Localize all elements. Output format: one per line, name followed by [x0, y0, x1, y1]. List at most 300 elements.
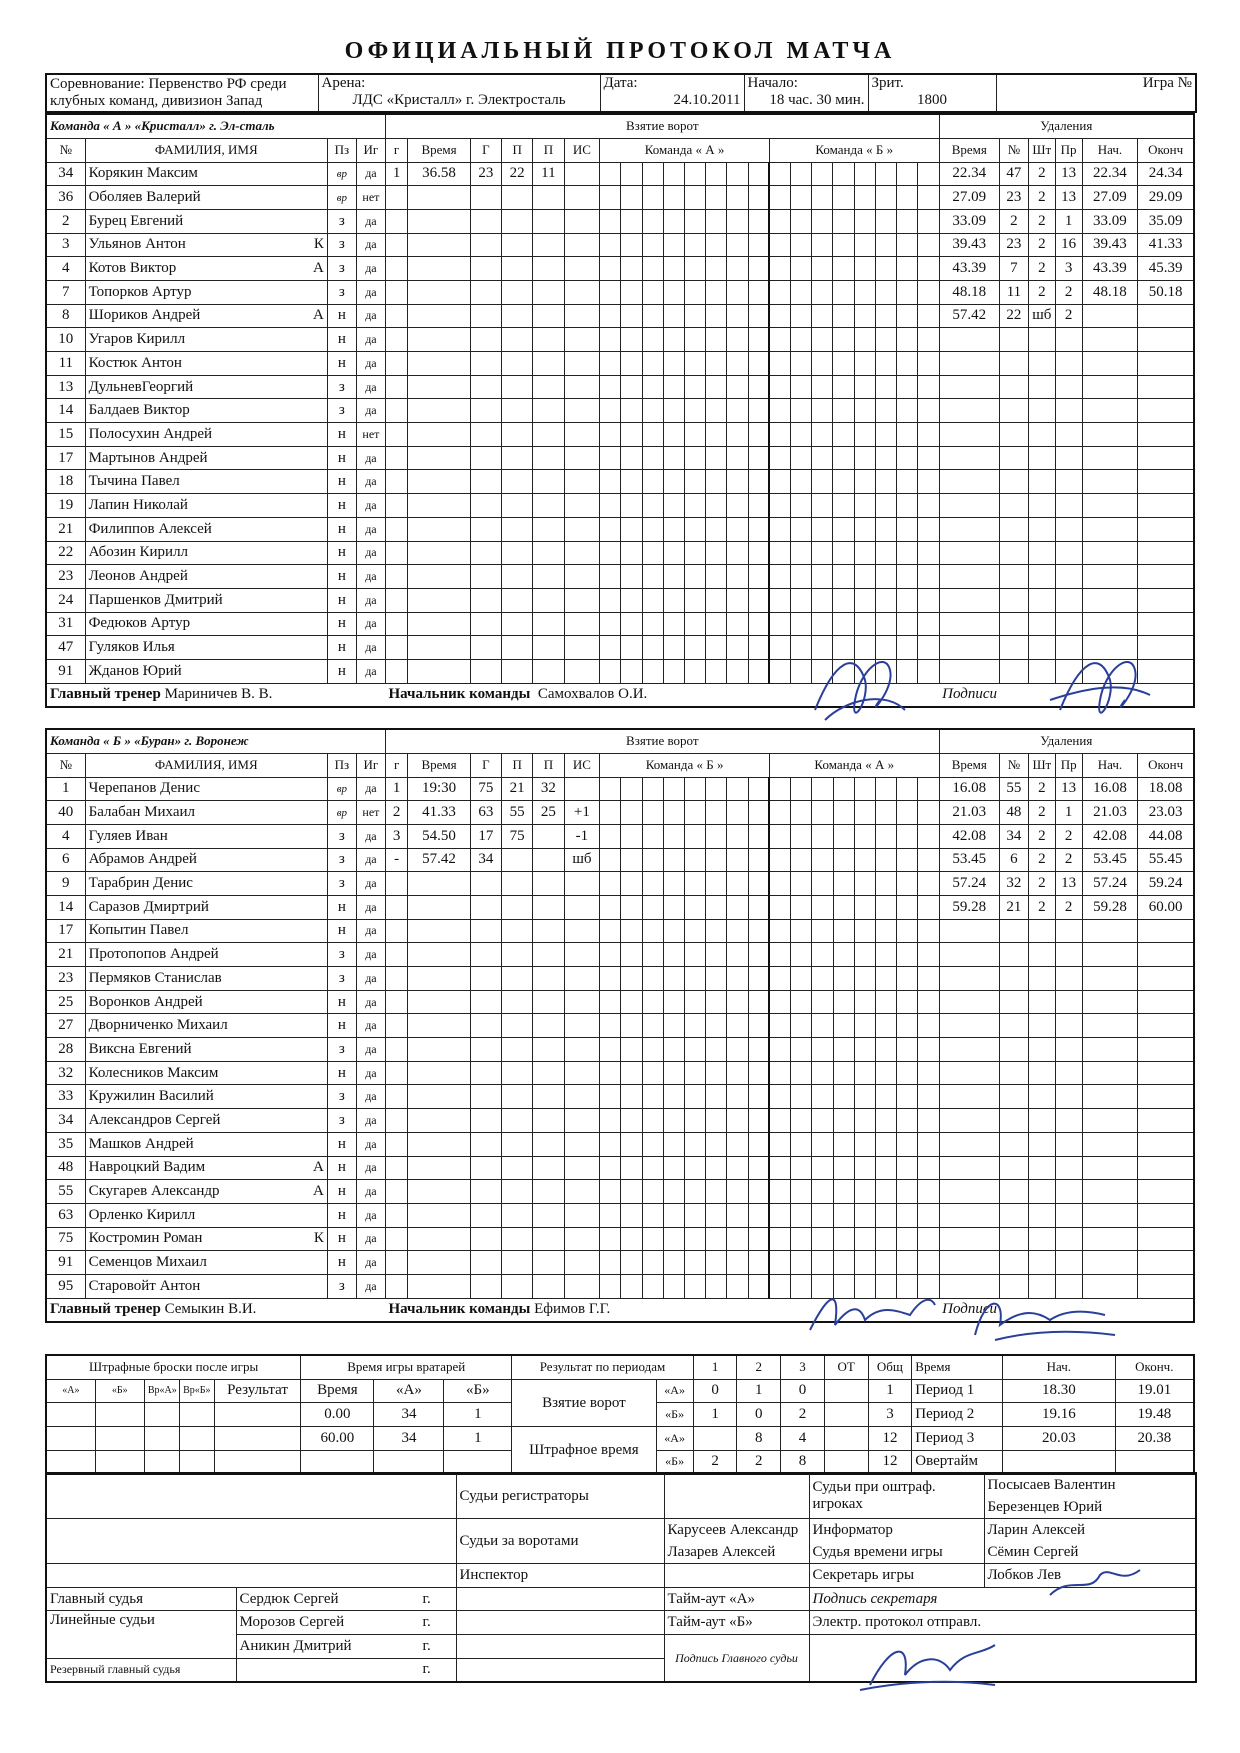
player-position: з: [327, 824, 356, 848]
goal-grid-cell: [706, 280, 727, 304]
goal-grid-cell: [663, 824, 684, 848]
player-number: 95: [46, 1274, 85, 1298]
goal-g: [470, 423, 501, 447]
player-position: з: [327, 233, 356, 257]
goal-is: [564, 257, 600, 281]
penalty-p: 16: [1055, 233, 1082, 257]
goal-p2: [533, 1014, 564, 1038]
goal-grid-cell: [769, 824, 790, 848]
goal-g: [470, 1180, 501, 1204]
goal-g: [385, 1274, 407, 1298]
goal-grid-cell: [875, 848, 896, 872]
goal-grid-cell: [685, 872, 706, 896]
penalty-box-ref-1: Посысаев Валентин: [987, 1477, 1116, 1493]
goal-grid-cell: [685, 233, 706, 257]
goal-grid-cell: [642, 517, 663, 541]
penalty-en: 29.09: [1138, 186, 1194, 210]
penalty-s: 2: [1028, 895, 1055, 919]
goal-grid-cell: [791, 1014, 812, 1038]
goal-grid-cell: [875, 494, 896, 518]
penalty-en: [1138, 517, 1194, 541]
player-row: [46, 280, 1194, 304]
player-played: да: [356, 565, 385, 589]
goal-p1: [502, 636, 533, 660]
penalty-n: [999, 612, 1028, 636]
line-refs-label: Линейные судьи: [46, 1611, 236, 1658]
goal-grid-cell: [706, 943, 727, 967]
player-played: да: [356, 1274, 385, 1298]
goal-grid-cell: [727, 1109, 748, 1133]
goal-grid-cell: [621, 1038, 642, 1062]
goal-p1: [502, 872, 533, 896]
goal-grid-cell: [663, 801, 684, 825]
player-name-text: Жданов Юрий: [88, 662, 182, 679]
goal-grid-cell: [769, 1132, 790, 1156]
player-name: [85, 1156, 327, 1180]
goal-grid-cell: [748, 257, 769, 281]
goal-grid-cell: [897, 209, 918, 233]
player-name: [85, 280, 327, 304]
penalty-st: [1082, 1109, 1138, 1133]
goal-grid-cell: [642, 1203, 663, 1227]
penalty-s: [1028, 1109, 1055, 1133]
player-row: [46, 233, 1194, 257]
goal-is: [564, 895, 600, 919]
goal-grid-cell: [897, 399, 918, 423]
player-name: [85, 1061, 327, 1085]
goals-a-p2: 1: [737, 1379, 781, 1403]
player-name: [85, 848, 327, 872]
player-number: 31: [46, 612, 85, 636]
goal-grid-cell: [897, 446, 918, 470]
goal-grid-cell: [685, 943, 706, 967]
goal-grid-cell: [918, 186, 939, 210]
penalty-st: 16.08: [1082, 777, 1138, 801]
game-number-cell: Игра №: [996, 74, 1196, 112]
goal-p2: [533, 446, 564, 470]
goal-grid-cell: [812, 588, 833, 612]
goal-grid-cell: [875, 565, 896, 589]
goal-grid-cell: [918, 399, 939, 423]
goal-grid-cell: [833, 328, 854, 352]
player-name: [85, 328, 327, 352]
goal-grid-cell: [621, 1085, 642, 1109]
goal-p1: [502, 233, 533, 257]
penalty-s: [1028, 919, 1055, 943]
goal-grid-cell: [812, 824, 833, 848]
player-name-text: Тарабрин Денис: [88, 875, 193, 892]
goal-grid-cell: [727, 588, 748, 612]
goal-grid-cell: [727, 848, 748, 872]
goal-is: [564, 541, 600, 565]
goal-grid-cell: [854, 280, 875, 304]
goal-grid-cell: [812, 801, 833, 825]
player-row: [46, 824, 1194, 848]
goal-grid-cell: [600, 375, 621, 399]
goal-g: [470, 1014, 501, 1038]
player-played: да: [356, 919, 385, 943]
goal-p2: [533, 1038, 564, 1062]
goal-g: [470, 919, 501, 943]
goal-grid-cell: [748, 280, 769, 304]
penalty-p: [1055, 1203, 1082, 1227]
goal-grid-cell: [769, 1180, 790, 1204]
goal-grid-cell: [685, 257, 706, 281]
main-ref-signature: [850, 1625, 1000, 1705]
informer-label: Информатор: [812, 1522, 893, 1538]
goal-g: [385, 399, 407, 423]
goal-t: [408, 304, 471, 328]
goal-grid-cell: [854, 1156, 875, 1180]
player-position: вр: [327, 777, 356, 801]
player-name: [85, 895, 327, 919]
goal-grid-cell: [663, 1180, 684, 1204]
goal-is: [564, 565, 600, 589]
goal-grid-cell: [875, 919, 896, 943]
goal-grid-cell: [685, 588, 706, 612]
penalty-t: 21.03: [939, 801, 999, 825]
pim-a-p1: [693, 1426, 737, 1450]
goal-p2: [533, 990, 564, 1014]
goal-grid-cell: [642, 1156, 663, 1180]
goal-grid-cell: [769, 1014, 790, 1038]
col-is: ИС: [564, 753, 600, 777]
col-pen-num: №: [999, 138, 1028, 162]
goal-g: [470, 588, 501, 612]
goal-g: [470, 565, 501, 589]
penalty-s: 2: [1028, 801, 1055, 825]
gk-row-time: 0.00: [301, 1403, 374, 1427]
team-a-signature-1: [795, 640, 915, 750]
goal-p2: [533, 233, 564, 257]
penalty-p: 13: [1055, 777, 1082, 801]
goal-grid-cell: [897, 1132, 918, 1156]
goal-grid-cell: [875, 1203, 896, 1227]
player-name-text: Котов Виктор: [88, 260, 177, 277]
goals-b-ot: [824, 1403, 868, 1427]
goal-grid-cell: [685, 1085, 706, 1109]
goal-g: [385, 541, 407, 565]
goal-g: [470, 990, 501, 1014]
goal-t: 54.50: [408, 824, 471, 848]
player-position: н: [327, 328, 356, 352]
goal-grid-cell: [769, 1085, 790, 1109]
goal-grid-cell: [621, 186, 642, 210]
goal-grid-cell: [897, 943, 918, 967]
goal-grid-cell: [706, 612, 727, 636]
goal-grid-cell: [791, 612, 812, 636]
main-ref-value: Сердюк Сергей г.: [236, 1587, 456, 1611]
penalty-st: [1082, 1038, 1138, 1062]
goal-grid-cell: [833, 1227, 854, 1251]
penalty-n: [999, 1180, 1028, 1204]
goal-grid-cell: [706, 1132, 727, 1156]
goal-grid-cell: [748, 304, 769, 328]
e-protocol-label: Электр. протокол отправл.: [809, 1611, 1196, 1635]
penalty-p: [1055, 1132, 1082, 1156]
goal-g: [470, 209, 501, 233]
goal-p2: [533, 1109, 564, 1133]
goal-grid-cell: [600, 1227, 621, 1251]
goal-grid-cell: [600, 1085, 621, 1109]
pim-b-p2: 2: [737, 1450, 781, 1474]
goal-grid-cell: [769, 470, 790, 494]
goal-grid-cell: [685, 1109, 706, 1133]
goal-grid-cell: [769, 588, 790, 612]
player-position: з: [327, 257, 356, 281]
goal-grid-cell: [791, 1156, 812, 1180]
player-position: з: [327, 1109, 356, 1133]
goal-grid-cell: [621, 824, 642, 848]
goal-grid-cell: [769, 872, 790, 896]
penalty-p: 2: [1055, 304, 1082, 328]
goal-g: [385, 919, 407, 943]
goal-ref-2: Лазарев Алексей: [667, 1544, 776, 1560]
goal-grid-cell: [875, 352, 896, 376]
gk-row-a: 34: [374, 1403, 444, 1427]
goal-grid-cell: [706, 824, 727, 848]
goal-p2: [533, 919, 564, 943]
penalty-st: [1082, 1227, 1138, 1251]
goals-b-p1: 1: [693, 1403, 737, 1427]
start-cell: Начало: 18 час. 30 мин.: [744, 74, 868, 112]
goal-grid-cell: [918, 1180, 939, 1204]
penalty-t: [939, 1203, 999, 1227]
penalty-en: 50.18: [1138, 280, 1194, 304]
goal-grid-cell: [812, 1203, 833, 1227]
goal-grid-cell: [918, 257, 939, 281]
penalty-t: [939, 541, 999, 565]
goal-p1: [502, 1156, 533, 1180]
goal-grid-cell: [812, 1038, 833, 1062]
goal-g: [385, 517, 407, 541]
player-played: да: [356, 1132, 385, 1156]
goal-grid-cell: [621, 659, 642, 683]
goal-g: [470, 517, 501, 541]
goal-grid-cell: [812, 209, 833, 233]
player-position: з: [327, 872, 356, 896]
goal-grid-cell: [727, 565, 748, 589]
goal-grid-cell: [706, 494, 727, 518]
team-a-penalties-label: Удаления: [939, 114, 1194, 138]
goal-grid-cell: [875, 612, 896, 636]
col-team-b: Команда « Б »: [769, 138, 939, 162]
penalty-s: [1028, 565, 1055, 589]
goal-p2: [533, 659, 564, 683]
penalty-n: 21: [999, 895, 1028, 919]
goal-grid-cell: [769, 636, 790, 660]
penalty-en: [1138, 1061, 1194, 1085]
penalty-t: [939, 1109, 999, 1133]
goal-g: [385, 1180, 407, 1204]
goal-grid-cell: [642, 1132, 663, 1156]
goal-grid-cell: [600, 1180, 621, 1204]
goal-p1: [502, 399, 533, 423]
goal-grid-cell: [918, 1132, 939, 1156]
penalty-n: [999, 1085, 1028, 1109]
goal-grid-cell: [791, 919, 812, 943]
captain-mark: А: [313, 260, 324, 277]
goal-grid-cell: [833, 1132, 854, 1156]
penalty-en: [1138, 1251, 1194, 1275]
goal-grid-cell: [685, 209, 706, 233]
col-name: ФАМИЛИЯ, ИМЯ: [85, 138, 327, 162]
goal-grid-cell: [663, 375, 684, 399]
goal-grid-cell: [769, 659, 790, 683]
goal-grid-cell: [621, 280, 642, 304]
goal-grid-cell: [600, 304, 621, 328]
goal-grid-cell: [642, 1109, 663, 1133]
goal-grid-cell: [769, 423, 790, 447]
goal-grid-cell: [854, 209, 875, 233]
goal-p2: [533, 541, 564, 565]
goal-grid-cell: [621, 872, 642, 896]
goal-grid-cell: [897, 257, 918, 281]
goal-grid-cell: [621, 304, 642, 328]
player-played: да: [356, 943, 385, 967]
goal-grid-cell: [897, 1251, 918, 1275]
player-row: [46, 328, 1194, 352]
goal-g: [470, 1038, 501, 1062]
goal-p1: [502, 257, 533, 281]
goal-grid-cell: [600, 446, 621, 470]
goal-grid-cell: [706, 446, 727, 470]
penalty-n: 22: [999, 304, 1028, 328]
goal-grid-cell: [663, 636, 684, 660]
goal-grid-cell: [621, 1132, 642, 1156]
goal-grid-cell: [875, 162, 896, 186]
goal-grid-cell: [600, 801, 621, 825]
goal-grid-cell: [621, 209, 642, 233]
goal-p1: [502, 423, 533, 447]
period-3-start: 20.03: [1003, 1426, 1116, 1450]
goal-grid-cell: [600, 565, 621, 589]
penalty-n: [999, 494, 1028, 518]
goal-grid-cell: [685, 659, 706, 683]
col-pen-sht: Шт: [1028, 138, 1055, 162]
penalty-en: [1138, 1014, 1194, 1038]
penalty-p: [1055, 565, 1082, 589]
player-name: [85, 1132, 327, 1156]
penalty-n: [999, 1038, 1028, 1062]
goal-grid-cell: [727, 1085, 748, 1109]
goal-grid-cell: [897, 1109, 918, 1133]
penalty-s: [1028, 1038, 1055, 1062]
goal-grid-cell: [642, 209, 663, 233]
player-number: 35: [46, 1132, 85, 1156]
player-row: [46, 399, 1194, 423]
gk-b-col: «Б»: [444, 1379, 512, 1403]
penalty-n: [999, 1156, 1028, 1180]
period-3-name: Период 3: [912, 1426, 1003, 1450]
goal-g: [470, 304, 501, 328]
period-2-start: 19.16: [1003, 1403, 1116, 1427]
goal-grid-cell: [748, 328, 769, 352]
goal-grid-cell: [706, 588, 727, 612]
player-row: [46, 1109, 1194, 1133]
goal-is: [564, 352, 600, 376]
goal-grid-cell: [833, 848, 854, 872]
player-position: н: [327, 541, 356, 565]
penalty-en: [1138, 990, 1194, 1014]
goal-grid-cell: [791, 777, 812, 801]
goal-grid-cell: [769, 209, 790, 233]
penalty-s: [1028, 1203, 1055, 1227]
goal-grid-cell: [833, 423, 854, 447]
goal-grid-cell: [685, 304, 706, 328]
goal-t: [408, 517, 471, 541]
player-name: [85, 1227, 327, 1251]
goal-grid-cell: [727, 612, 748, 636]
goal-grid-cell: [748, 186, 769, 210]
goal-grid-cell: [748, 399, 769, 423]
goal-grid-cell: [621, 801, 642, 825]
player-row: [46, 801, 1194, 825]
goal-grid-cell: [685, 1061, 706, 1085]
penalty-st: 33.09: [1082, 209, 1138, 233]
penalty-st: [1082, 1251, 1138, 1275]
penalty-en: 24.34: [1138, 162, 1194, 186]
period-1-start: 18.30: [1003, 1379, 1116, 1403]
penalty-en: [1138, 1132, 1194, 1156]
goal-grid-cell: [642, 1014, 663, 1038]
gk-row-b: 1: [444, 1426, 512, 1450]
goal-grid-cell: [642, 777, 663, 801]
player-number: 21: [46, 517, 85, 541]
team-a-signature-2: [1040, 640, 1160, 750]
col-pen-pr: Пр: [1055, 753, 1082, 777]
goal-grid-cell: [727, 494, 748, 518]
player-row: [46, 1156, 1194, 1180]
goal-grid-cell: [918, 588, 939, 612]
player-row: [46, 565, 1194, 589]
goal-grid-cell: [727, 895, 748, 919]
penalty-box-refs-label: Судьи при оштраф. игроках: [812, 1479, 936, 1512]
player-position: з: [327, 1274, 356, 1298]
team-a-title: Команда « А » «Кристалл» г. Эл-сталь: [46, 114, 385, 138]
goal-g: [470, 1227, 501, 1251]
goal-grid-cell: [918, 565, 939, 589]
goal-grid-cell: [685, 1203, 706, 1227]
goal-grid-cell: [854, 612, 875, 636]
player-position: н: [327, 1203, 356, 1227]
goal-grid-cell: [791, 162, 812, 186]
goal-p1: [502, 565, 533, 589]
penalty-t: [939, 494, 999, 518]
player-name-text: Саразов Дмиртрий: [88, 898, 209, 915]
goal-grid-cell: [854, 1014, 875, 1038]
goal-grid-cell: [918, 280, 939, 304]
goal-grid-cell: [769, 1038, 790, 1062]
goal-grid-cell: [897, 280, 918, 304]
period-3-col: 3: [781, 1355, 825, 1379]
goal-grid-cell: [897, 1014, 918, 1038]
goal-grid-cell: [727, 304, 748, 328]
player-played: да: [356, 1014, 385, 1038]
player-position: з: [327, 967, 356, 991]
player-row: [46, 304, 1194, 328]
goal-grid-cell: [854, 186, 875, 210]
team-a-coach: Главный тренер Мариничев В. В.: [46, 683, 385, 707]
penalty-en: [1138, 943, 1194, 967]
goal-grid-cell: [706, 659, 727, 683]
goal-t: [408, 612, 471, 636]
goal-grid-cell: [833, 233, 854, 257]
goal-grid-cell: [621, 636, 642, 660]
goal-grid-cell: [854, 352, 875, 376]
penalty-en: [1138, 494, 1194, 518]
col-pen-start: Нач.: [1082, 753, 1138, 777]
